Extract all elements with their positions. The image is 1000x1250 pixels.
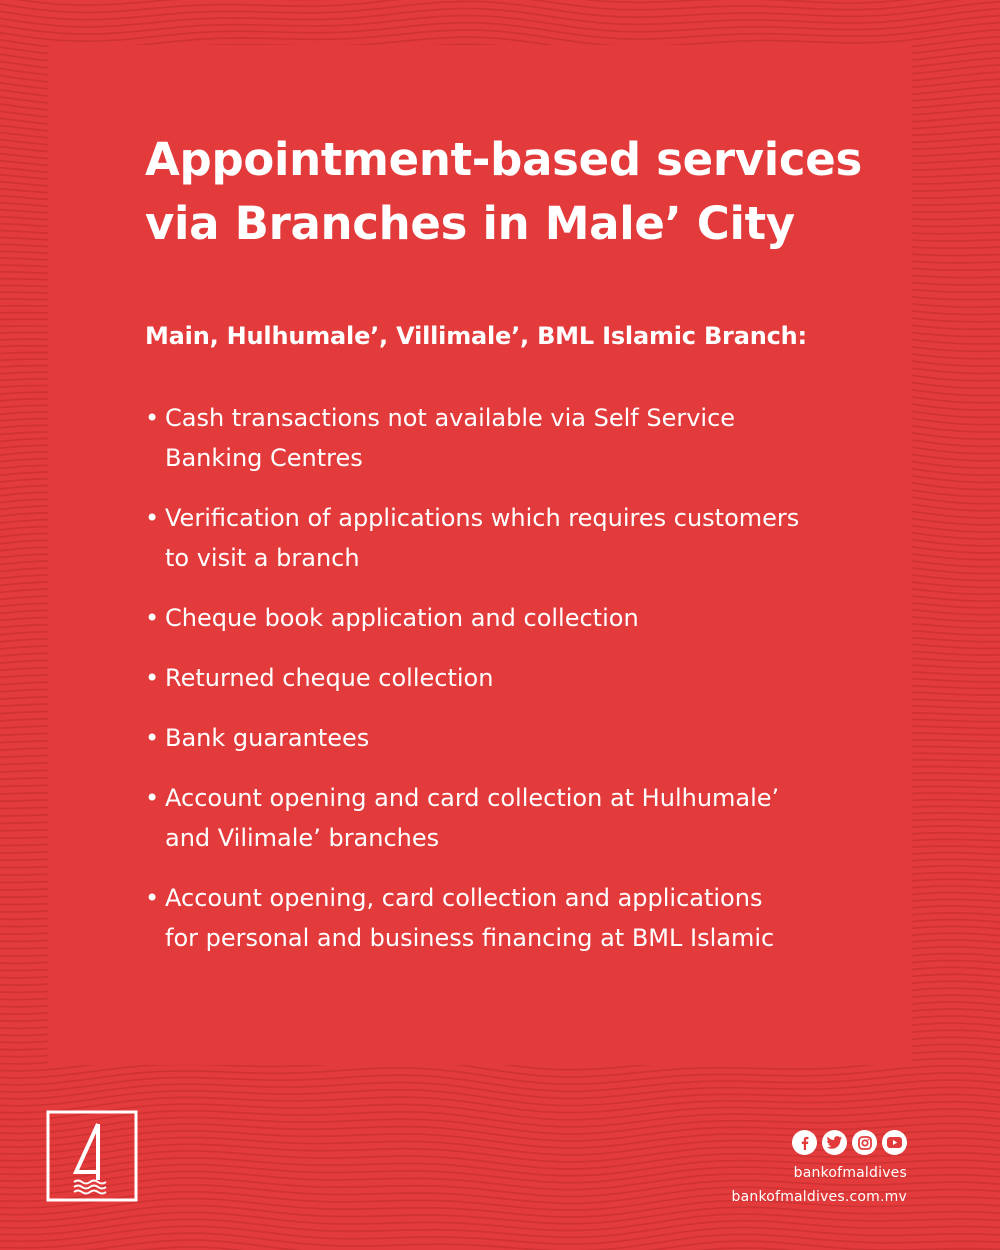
- service-text-line-1: Cheque book application and collection: [165, 604, 639, 632]
- bullet: •: [145, 724, 160, 752]
- list-item: [145, 718, 865, 758]
- twitter-icon[interactable]: [822, 1130, 847, 1155]
- wave-line: [0, 1073, 1000, 1092]
- list-item: [145, 498, 865, 578]
- branches-subtitle: Main, Hulhumale’, Villimale’, BML Islamic Branch:: [145, 322, 807, 350]
- service-text-line-1: Account opening, card collection and applications: [165, 884, 763, 912]
- wave-line: [0, 1087, 1000, 1106]
- service-text-line-1: Verification of applications which requires customers: [165, 504, 800, 532]
- bullet: •: [145, 504, 160, 532]
- bullet: •: [145, 604, 160, 632]
- bullet: •: [145, 884, 160, 912]
- youtube-icon[interactable]: [882, 1130, 907, 1155]
- social-links: [732, 1130, 907, 1155]
- list-item: [145, 658, 865, 698]
- service-text-line-1: Bank guarantees: [165, 724, 370, 752]
- service-text-line-2: to visit a branch: [165, 544, 360, 572]
- services-list: [145, 398, 865, 978]
- bml-sailboat-logo: [46, 1110, 138, 1202]
- service-text-line-2: and Vilimale’ branches: [165, 824, 440, 852]
- bullet: •: [145, 664, 160, 692]
- bullet: •: [145, 404, 160, 432]
- wave-line: [0, 1095, 1000, 1113]
- wave-line: [0, 1080, 1000, 1099]
- title-line-2: via Branches in Male’ City: [145, 197, 795, 250]
- title-line-1: Appointment-based services: [145, 133, 862, 186]
- wave-line: [0, 1066, 1000, 1085]
- website-link[interactable]: bankofmaldives.com.mv: [731, 1189, 907, 1205]
- list-item: [145, 878, 865, 958]
- service-text-line-2: Banking Centres: [165, 444, 363, 472]
- instagram-icon[interactable]: [852, 1130, 877, 1155]
- wave-line: [0, 1102, 1000, 1120]
- list-item: [145, 598, 865, 638]
- list-item: [145, 778, 865, 858]
- service-text-line-1: Cash transactions not available via Self Service: [165, 404, 736, 432]
- facebook-icon[interactable]: [792, 1130, 817, 1155]
- service-text-line-1: Returned cheque collection: [165, 664, 494, 692]
- service-text-line-2: for personal and business financing at BML Islamic: [165, 924, 775, 952]
- bullet: •: [145, 784, 160, 812]
- service-text-line-1: Account opening and card collection at Hulhumale’: [165, 784, 780, 812]
- list-item: [145, 398, 865, 478]
- page-title: [145, 128, 925, 256]
- social-handle[interactable]: bankofmaldives: [793, 1165, 907, 1181]
- wave-line: [0, 1109, 1000, 1127]
- footer-contact: [732, 1130, 907, 1209]
